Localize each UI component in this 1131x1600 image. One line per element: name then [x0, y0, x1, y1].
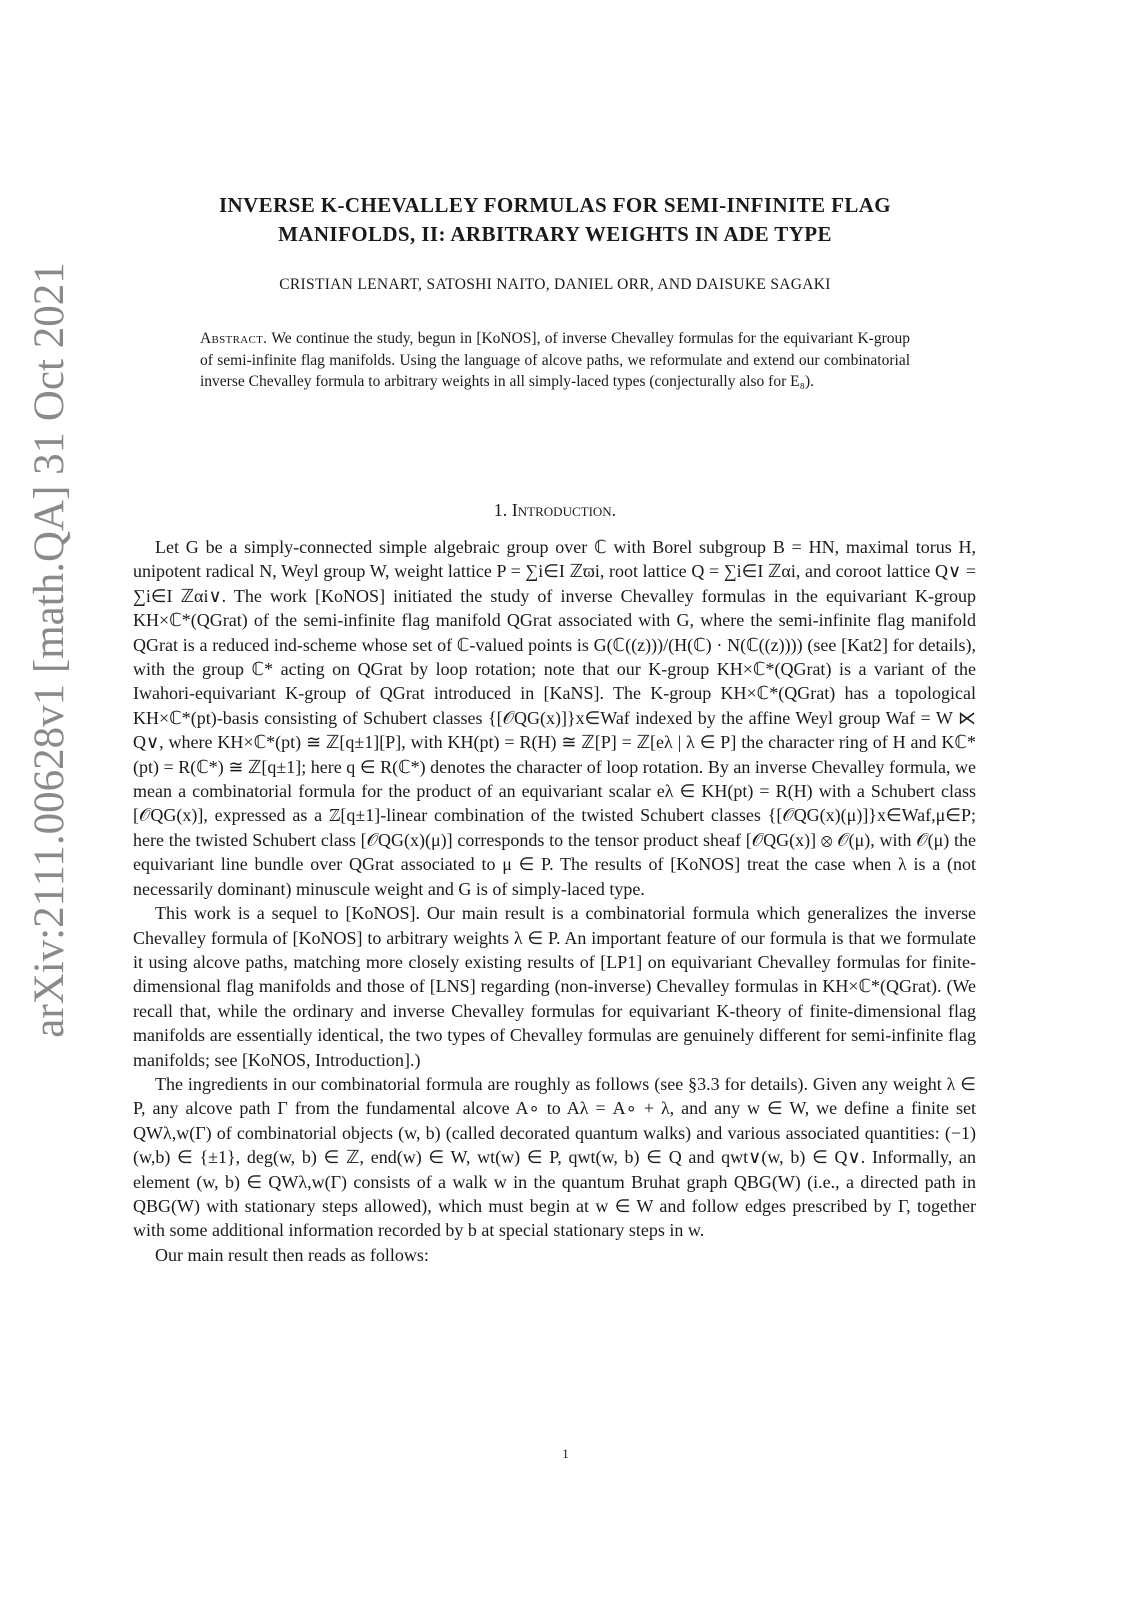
- paper-title: [150, 191, 960, 249]
- paragraph-4: Our main result then reads as follows:: [155, 1244, 429, 1265]
- section-title: Introduction.: [511, 500, 617, 520]
- arxiv-identifier: arXiv:2111.00628v1 [math.QA] 31 Oct 2021: [26, 262, 73, 1038]
- section-number: 1.: [493, 500, 508, 520]
- paragraph-1: Let G be a simply-connected simple algebraic group over ℂ with Borel subgroup B = HN, maximal torus H, unipotent radical N, Weyl group W, weight lattice P = ∑i∈I ℤϖi, root lattice Q = ∑i∈I ℤαi, and coroot lattice Q∨ = ∑i∈I ℤαi∨. The work [KoNOS] initiated the study of inverse Chevalley formulas in the equivariant K-group KH×ℂ*(QGrat) of the semi-infinite flag manifold QGrat associated with G, where the semi-infinite flag manifold QGrat is a reduced ind-scheme whose set of ℂ-valued points is G(ℂ((z)))/(H(ℂ) · N(ℂ((z)))) (see [Kat2] for details), with the group ℂ* acting on QGrat by loop rotation; note that our K-group KH×ℂ*(QGrat) is a variant of the Iwahori-equivariant K-group of QGrat introduced in [KaNS]. The K-group KH×ℂ*(QGrat) has a topological KH×ℂ*(pt)-basis consisting of Schubert classes {[𝒪QG(x)]}x∈Waf indexed by the affine Weyl group Waf = W ⋉ Q∨, where KH×ℂ*(pt) ≅ ℤ[q±1][P], with KH(pt) = R(H) ≅ ℤ[P] = ℤ[eλ | λ ∈ P] the character ring of H and Kℂ*(pt) = R(ℂ*) ≅ ℤ[q±1]; here q ∈ R(ℂ*) denotes the character of loop rotation. By an inverse Chevalley formula, we mean a combinatorial formula for the product of an equivariant scalar eλ ∈ KH(pt) = R(H) with a Schubert class [𝒪QG(x)], expressed as a ℤ[q±1]-linear combination of the twisted Schubert classes {[𝒪QG(x)(μ)]}x∈Waf,μ∈P; here the twisted Schubert class [𝒪QG(x)(μ)] corresponds to the tensor product sheaf [𝒪QG(x)] ⊗ 𝒪(μ), with 𝒪(μ) the equivariant line bundle over QGrat associated to μ ∈ P. The results of [KoNOS] treat the case when λ is a (not necessarily dominant) minuscule weight and G is of simply-laced type.: [133, 537, 977, 899]
- paper-title-line-1: INVERSE K-CHEVALLEY FORMULAS FOR SEMI-INFINITE FLAG: [218, 193, 892, 217]
- abstract-text: We continue the study, begun in [KoNOS], of inverse Chevalley formulas for the equivariant K-group of semi-infinite flag manifolds. Using the language of alcove paths, we reformulate and extend our combinatorial inverse Chevalley formula to arbitrary weights in all simply-laced types (conjecturally also for E₈).: [200, 330, 910, 390]
- paper-title-line-2: MANIFOLDS, II: ARBITRARY WEIGHTS IN ADE TYPE: [278, 222, 832, 246]
- abstract-label: Abstract.: [200, 330, 268, 347]
- paragraph-2: This work is a sequel to [KoNOS]. Our main result is a combinatorial formula which generalizes the inverse Chevalley formula of [KoNOS] to arbitrary weights λ ∈ P. An important feature of our formula is that we formulate it using alcove paths, matching more closely existing results of [LP1] on equivariant Chevalley formulas for finite-dimensional flag manifolds and those of [LNS] regarding (non-inverse) Chevalley formulas in KH×ℂ*(QGrat). (We recall that, while the ordinary and inverse Chevalley formulas for equivariant K-theory of finite-dimensional flag manifolds are essentially identical, the two types of Chevalley formulas are genuinely different for semi-infinite flag manifolds; see [KoNOS, Introduction].): [133, 903, 976, 1070]
- body-text: [133, 535, 976, 1267]
- abstract: [200, 328, 910, 393]
- section-heading: [150, 500, 960, 521]
- paragraph-3: The ingredients in our combinatorial formula are roughly as follows (see §3.3 for details). Given any weight λ ∈ P, any alcove path Γ from the fundamental alcove A∘ to Aλ = A∘ + λ, and any w ∈ W, we define a finite set QWλ,w(Γ) of combinatorial objects (w, b) (called decorated quantum walks) and various associated quantities: (−1)(w,b) ∈ {±1}, deg(w, b) ∈ ℤ, end(w) ∈ W, wt(w) ∈ P, qwt(w, b) ∈ Q and qwt∨(w, b) ∈ Q∨. Informally, an element (w, b) ∈ QWλ,w(Γ) consists of a walk w in the quantum Bruhat graph QBG(W) (i.e., a directed path in QBG(W) with stationary steps allowed), which must begin at w ∈ W and follow edges prescribed by Γ, together with some additional information recorded by b at special stationary steps in w.: [133, 1073, 976, 1241]
- author-list: CRISTIAN LENART, SATOSHI NAITO, DANIEL ORR, AND DAISUKE SAGAKI: [279, 276, 831, 293]
- page-number: 1: [562, 1446, 569, 1461]
